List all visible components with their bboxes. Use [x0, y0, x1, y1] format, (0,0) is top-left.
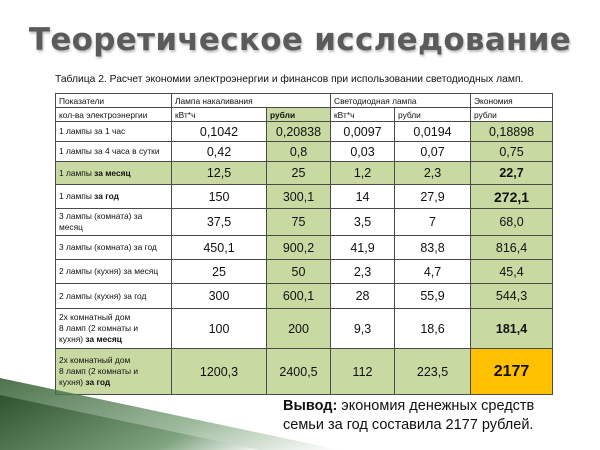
cell-economy-total: 2177: [471, 349, 553, 395]
cell-kwh: 37,5: [172, 209, 267, 236]
cell-economy: 22,7: [471, 162, 553, 185]
decorative-sweep-dark: [0, 395, 260, 450]
cell-led-rub: 27,9: [395, 185, 471, 209]
cell-rub: 2400,5: [267, 349, 331, 395]
header-incandescent: Лампа накаливания: [172, 94, 331, 108]
cell-kwh: 450,1: [172, 236, 267, 260]
cell-rub: 0,20838: [267, 122, 331, 142]
cell-rub: 75: [267, 209, 331, 236]
cell-economy: 816,4: [471, 236, 553, 260]
header-rub-economy: рубли: [471, 108, 553, 122]
cell-economy: 544,3: [471, 284, 553, 309]
cell-led-kwh: 1,2: [331, 162, 395, 185]
cell-led-rub: 18,6: [395, 309, 471, 349]
cell-led-rub: 0,07: [395, 142, 471, 162]
header-kwh: кВт*ч: [172, 108, 267, 122]
energy-savings-table: [55, 93, 553, 395]
table-row: [56, 162, 553, 185]
row-label: 1 лампы за 4 часа в сутки: [56, 142, 172, 162]
conclusion-text: [283, 397, 593, 435]
table-row: [56, 122, 553, 142]
cell-led-kwh: 0,0097: [331, 122, 395, 142]
header-indicators: Показатели: [56, 94, 172, 108]
cell-kwh: 25: [172, 260, 267, 284]
cell-economy: 0,75: [471, 142, 553, 162]
cell-led-rub: 4,7: [395, 260, 471, 284]
cell-economy: 45,4: [471, 260, 553, 284]
row-label-bold: за месяц: [85, 334, 122, 344]
header-led: Светодиодная лампа: [331, 94, 471, 108]
table-row: [56, 284, 553, 309]
table-row: [56, 142, 553, 162]
table-row: [56, 260, 553, 284]
cell-rub: 900,2: [267, 236, 331, 260]
row-label-line1: 2х комнатный дом: [59, 355, 131, 365]
header-indicators-sub: кол-ва электроэнергии: [56, 108, 172, 122]
row-label: 3 лампы (комната) за месяц: [56, 209, 172, 236]
row-label: [56, 185, 172, 209]
cell-led-kwh: 14: [331, 185, 395, 209]
cell-led-rub: 7: [395, 209, 471, 236]
table-row: [56, 185, 553, 209]
cell-rub: 0,8: [267, 142, 331, 162]
cell-rub: 300,1: [267, 185, 331, 209]
row-label-line3: кухня): [59, 334, 86, 344]
conclusion-line2: семьи за год составила 2177 рублей.: [283, 417, 534, 433]
row-label-bold: за год: [94, 191, 119, 201]
header-kwh-led: кВт*ч: [331, 108, 395, 122]
cell-led-rub: 0,0194: [395, 122, 471, 142]
cell-kwh: 0,42: [172, 142, 267, 162]
cell-kwh: 150: [172, 185, 267, 209]
cell-rub: 600,1: [267, 284, 331, 309]
row-label-line3: кухня): [59, 377, 86, 387]
cell-rub: 25: [267, 162, 331, 185]
table-row: [56, 349, 553, 395]
table-row: [56, 209, 553, 236]
cell-kwh: 100: [172, 309, 267, 349]
cell-rub: 50: [267, 260, 331, 284]
cell-led-kwh: 28: [331, 284, 395, 309]
row-label: [56, 162, 172, 185]
cell-led-kwh: 41,9: [331, 236, 395, 260]
cell-led-kwh: 0,03: [331, 142, 395, 162]
cell-kwh: 0,1042: [172, 122, 267, 142]
row-label-text: 1 лампы: [59, 167, 95, 178]
row-label-bold: за месяц: [94, 167, 131, 178]
cell-kwh: 1200,3: [172, 349, 267, 395]
cell-economy: 181,4: [471, 309, 553, 349]
cell-economy: 0,18898: [471, 122, 553, 142]
cell-led-kwh: 9,3: [331, 309, 395, 349]
header-rub-led: рубли: [395, 108, 471, 122]
slide-title: Теоретическое исследование: [28, 22, 572, 58]
cell-led-kwh: 3,5: [331, 209, 395, 236]
cell-economy: 68,0: [471, 209, 553, 236]
row-label-text: 1 лампы: [59, 191, 95, 201]
row-label-line1: 2х комнатный дом: [59, 312, 131, 322]
row-label: 2 лампы (кухня) за год: [56, 284, 172, 309]
cell-rub: 200: [267, 309, 331, 349]
cell-kwh: 12,5: [172, 162, 267, 185]
row-label: 2 лампы (кухня) за месяц: [56, 260, 172, 284]
header-economy: Экономия: [471, 94, 553, 108]
cell-led-rub: 2,3: [395, 162, 471, 185]
row-label-bold: за год: [85, 377, 111, 387]
row-label-line2: 8 ламп (2 комнаты и: [59, 366, 139, 376]
cell-led-rub: 223,5: [395, 349, 471, 395]
table-caption: Таблица 2. Расчет экономии электроэнергии и финансов при использовании светодиодных ламп.: [55, 74, 524, 85]
conclusion-line1: экономия денежных средств: [337, 398, 535, 414]
cell-led-kwh: 112: [331, 349, 395, 395]
row-label: [56, 309, 172, 349]
row-label: 1 лампы за 1 час: [56, 122, 172, 142]
header-rub: рубли: [267, 108, 331, 122]
row-label-line2: 8 ламп (2 комнаты и: [59, 323, 139, 333]
row-label: 3 лампы (комната) за год: [56, 236, 172, 260]
row-label: [56, 349, 172, 395]
cell-led-kwh: 2,3: [331, 260, 395, 284]
cell-led-rub: 83,8: [395, 236, 471, 260]
cell-economy: 272,1: [471, 185, 553, 209]
conclusion-label: Вывод:: [283, 398, 338, 414]
cell-led-rub: 55,9: [395, 284, 471, 309]
table-row: [56, 236, 553, 260]
table-row: [56, 309, 553, 349]
cell-kwh: 300: [172, 284, 267, 309]
